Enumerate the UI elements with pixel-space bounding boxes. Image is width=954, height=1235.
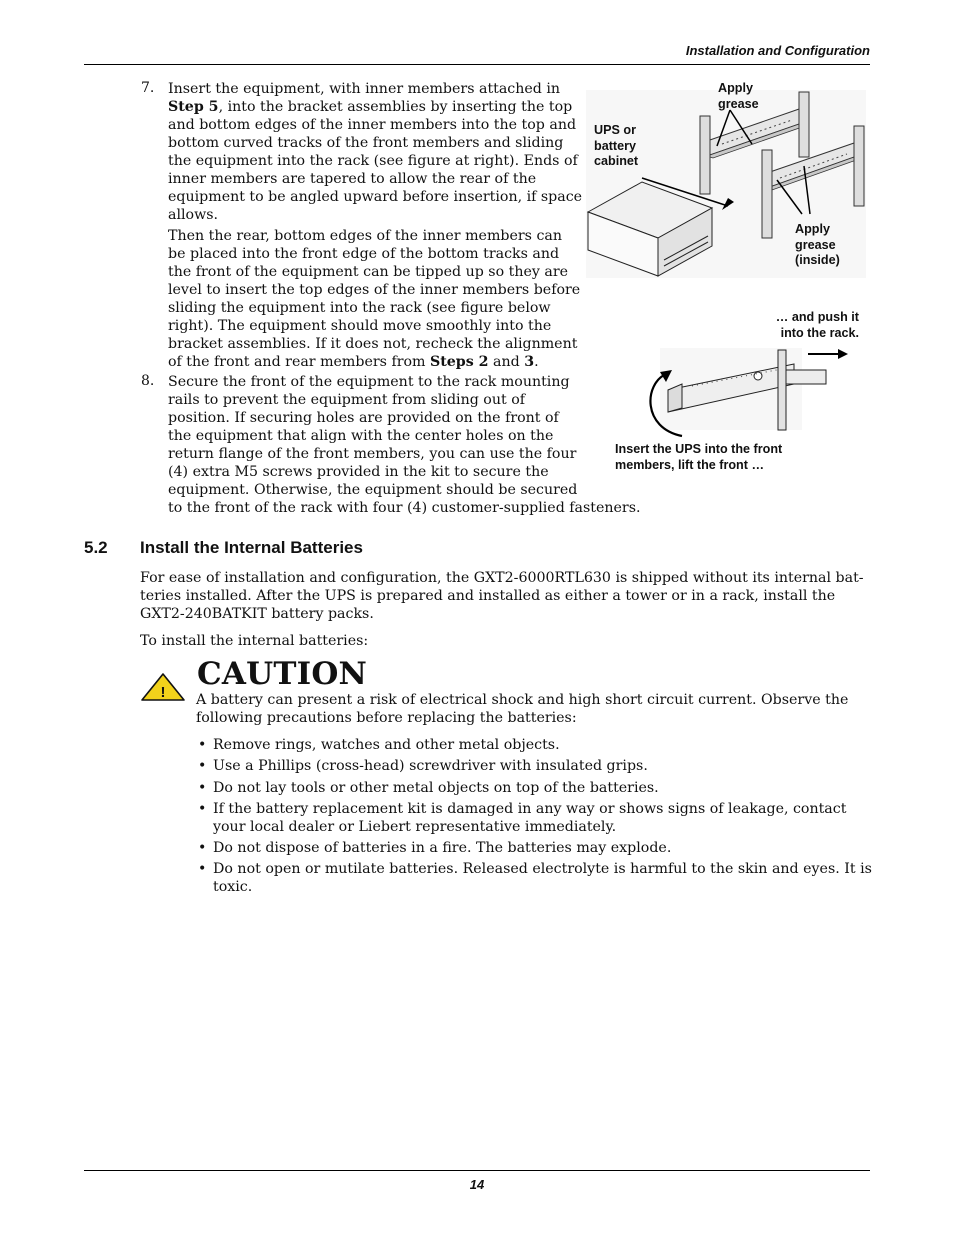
- precaution-line: Do not dispose of batteries in a fire. The batteries may explode.: [213, 840, 672, 857]
- caution-intro-paragraph: [196, 691, 866, 727]
- precaution-line: toxic.: [213, 879, 253, 896]
- precaution-item: [196, 736, 872, 754]
- text-run: level to insert the top edges of the inner members before: [168, 282, 581, 298]
- intro-line: For ease of installation and configuration, the GXT2-6000RTL630 is shipped without its internal bat-: [140, 570, 864, 586]
- caution-intro-line: following precautions before replacing the batteries:: [196, 710, 577, 726]
- text-run: Then the rear, bottom edges of the inner members can: [168, 228, 562, 244]
- callout-line: … and push it: [775, 310, 859, 324]
- paragraph-line: [168, 116, 582, 134]
- callout-apply-grease-top: [718, 81, 759, 112]
- paragraph-line: [168, 170, 582, 188]
- callout-line: cabinet: [594, 154, 639, 168]
- page-number: 14: [469, 1177, 485, 1192]
- text-run: inner members are tapered to allow the rear of the: [168, 171, 537, 187]
- caution-intro-line: A battery can present a risk of electrical shock and high short circuit current. Observe the: [196, 692, 849, 708]
- paragraph-line: [168, 227, 580, 245]
- callout-line: grease: [795, 237, 836, 252]
- text-run: position. If securing holes are provided on the front of: [168, 410, 559, 426]
- step-7-paragraph-2: [168, 227, 580, 371]
- paragraph-line: [168, 245, 580, 263]
- paragraph-line: [168, 206, 582, 224]
- precaution-item: [196, 839, 872, 857]
- paragraph-line: [168, 335, 580, 353]
- intro-line: teries installed. After the UPS is prepared and installed as either a tower or in a rack, install the: [140, 588, 836, 604]
- callout-line: Apply: [718, 81, 753, 95]
- text-run: allows.: [168, 207, 219, 223]
- text-run: of the front and rear members from: [168, 354, 430, 370]
- bullet-glyph: •: [198, 737, 207, 753]
- rack-installation-figure: [582, 78, 872, 483]
- bold-text: Steps 2: [429, 354, 489, 370]
- precaution-line: If the battery replacement kit is damaged in any way or shows signs of leakage, contact: [213, 800, 847, 817]
- bullet-glyph: •: [198, 800, 207, 817]
- bullet-glyph: •: [198, 840, 207, 857]
- footer-rule: [84, 1170, 870, 1171]
- bold-text: Step 5: [168, 99, 219, 115]
- text-run: bottom curved tracks of the front members and sliding: [168, 135, 564, 151]
- paragraph-line: [168, 263, 580, 281]
- precaution-line: Do not lay tools or other metal objects on top of the batteries.: [213, 779, 659, 796]
- text-run: Secure the front of the equipment to the rack mounting: [168, 374, 570, 390]
- precaution-item: [196, 757, 872, 775]
- step-7-number: 7.: [141, 80, 155, 96]
- callout-line: members, lift the front …: [615, 457, 765, 472]
- callout-line: into the rack.: [780, 325, 859, 340]
- caution-heading: CAUTION: [197, 656, 368, 692]
- text-run: and bottom edges of the inner members into the top and: [168, 117, 577, 133]
- paragraph-line: [168, 373, 641, 391]
- text-run: the front of the equipment can be tipped up so they are: [168, 264, 569, 280]
- paragraph-line: [168, 317, 580, 335]
- paragraph-line: [168, 152, 582, 170]
- callout-apply-grease-inside: [795, 222, 840, 269]
- paragraph-line: [168, 299, 580, 317]
- paragraph-line: [168, 463, 641, 481]
- section-title: Install the Internal Batteries: [140, 538, 363, 557]
- text-run: right). The equipment should move smoothly into the: [168, 318, 552, 334]
- caution-precautions-list: [196, 736, 872, 900]
- warning-triangle-icon: [140, 672, 186, 702]
- text-run: sliding the equipment into the rack (see figure below: [168, 300, 551, 316]
- paragraph-line: [168, 391, 641, 409]
- precaution-item: [196, 800, 872, 836]
- precaution-item: [196, 860, 872, 896]
- callout-line: grease: [718, 96, 759, 111]
- text-run: (4) extra M5 screws provided in the kit to secure the: [168, 464, 549, 480]
- text-run: to the front of the rack with four (4) customer-supplied fasteners.: [168, 500, 641, 516]
- push-arrowhead: [838, 349, 848, 359]
- text-run: return flange of the front members, you can use the four: [168, 446, 577, 462]
- text-run: and: [488, 354, 525, 370]
- callout-line: UPS or: [594, 123, 636, 137]
- warning-triangle-graphic: [140, 672, 186, 702]
- callout-line: Insert the UPS into the front: [615, 442, 783, 456]
- step-7-paragraph-1: [168, 80, 582, 224]
- text-run: bracket assemblies. If it does not, recheck the alignment: [168, 336, 578, 352]
- callout-insert-ups: [615, 442, 782, 473]
- warning-exclamation-glyph: !: [160, 684, 166, 701]
- text-run: equipment. Otherwise, the equipment should be secured: [168, 482, 578, 498]
- paragraph-line: [168, 281, 580, 299]
- callout-ups-or-battery-cabinet: [594, 123, 638, 170]
- text-run: the equipment that align with the center holes on the: [168, 428, 554, 444]
- paragraph-line: [168, 427, 641, 445]
- precaution-line: Remove rings, watches and other metal objects.: [213, 737, 560, 753]
- paragraph-line: [168, 499, 641, 517]
- paragraph-line: [168, 481, 641, 499]
- callout-line: battery: [594, 138, 636, 153]
- header-rule: [84, 64, 870, 65]
- text-run: be placed into the front edge of the bottom tracks and: [168, 246, 560, 262]
- paragraph-line: [168, 98, 582, 116]
- bullet-glyph: •: [198, 758, 207, 775]
- paragraph-line: [168, 409, 641, 427]
- running-header: Installation and Configuration: [685, 43, 870, 58]
- bold-text: 3: [524, 354, 535, 370]
- paragraph-line: [168, 188, 582, 206]
- precaution-line: your local dealer or Liebert representative immediately.: [213, 818, 617, 835]
- text-run: equipment to be angled upward before insertion, if space: [168, 189, 583, 205]
- section-number: 5.2: [84, 538, 108, 557]
- paragraph-line: [168, 80, 582, 98]
- precaution-line: Do not open or mutilate batteries. Released electrolyte is harmful to the skin and eyes. It is: [213, 861, 872, 878]
- step-8-paragraph: [168, 373, 641, 517]
- precaution-item: [196, 779, 872, 797]
- callout-push-into-rack: [764, 310, 859, 341]
- text-run: rails to prevent the equipment from sliding out of: [168, 392, 525, 408]
- intro-line: GXT2-240BATKIT battery packs.: [140, 606, 374, 622]
- text-run: Insert the equipment, with inner members attached in: [168, 81, 561, 97]
- text-run: the equipment into the rack (see figure at right). Ends of: [168, 153, 578, 169]
- paragraph-line: [168, 353, 580, 371]
- step-8-number: 8.: [141, 373, 155, 389]
- precaution-line: Use a Phillips (cross-head) screwdriver with insulated grips.: [213, 758, 648, 775]
- text-run: .: [534, 354, 539, 370]
- text-run: , into the bracket assemblies by inserting the top: [218, 99, 573, 115]
- paragraph-line: [168, 445, 641, 463]
- callout-line: (inside): [795, 253, 840, 267]
- section-intro-paragraph: [140, 569, 875, 623]
- bullet-glyph: •: [198, 861, 207, 878]
- callout-line: Apply: [795, 222, 830, 236]
- paragraph-line: [168, 134, 582, 152]
- bullet-glyph: •: [198, 779, 207, 796]
- section-lead-text: To install the internal batteries:: [140, 633, 369, 649]
